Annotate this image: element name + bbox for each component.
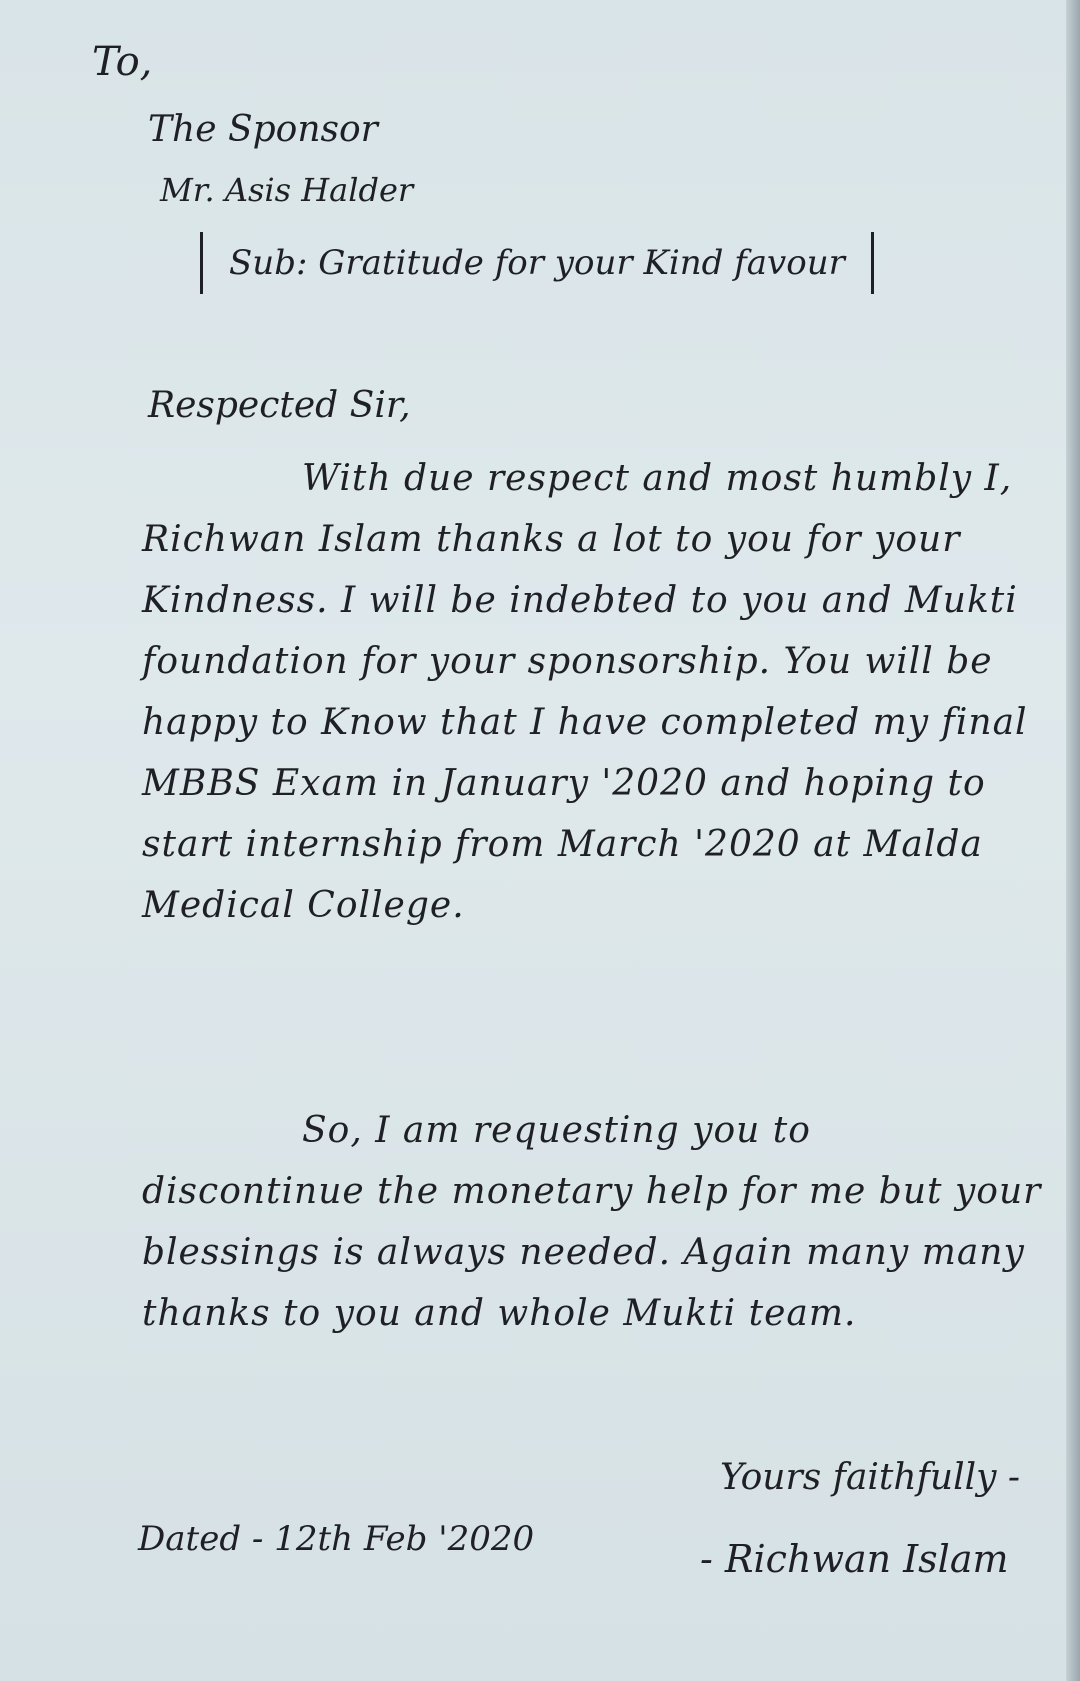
closing: Yours faithfully - [720, 1457, 1021, 1498]
paper-edge [1066, 0, 1080, 1681]
salutation: Respected Sir, [148, 385, 411, 426]
to-label: To, [92, 39, 153, 85]
subject-line: Sub: Gratitude for your Kind favour [200, 232, 874, 294]
recipient-role: The Sponsor [148, 109, 378, 150]
date-line: Dated - 12th Feb '2020 [138, 1519, 535, 1559]
body-paragraph-2: So, I am requesting you to discontinue the monetary help for me but your blessings is always needed. Again many many thanks to you and whole Mukti team. [142, 1110, 1042, 1334]
body-paragraph-1: With due respect and most humbly I, Richwan Islam thanks a lot to you for your Kindness. I will be indebted to you and Mukti foundation for your sponsorship. You will be happy to Know that I have completed my final MBBS Exam in January '2020 and hoping to start internship from March '2020 at Malda Medical College. [142, 458, 1028, 926]
recipient-name: Mr. Asis Halder [160, 171, 414, 209]
signature: - Richwan Islam [700, 1537, 1009, 1581]
